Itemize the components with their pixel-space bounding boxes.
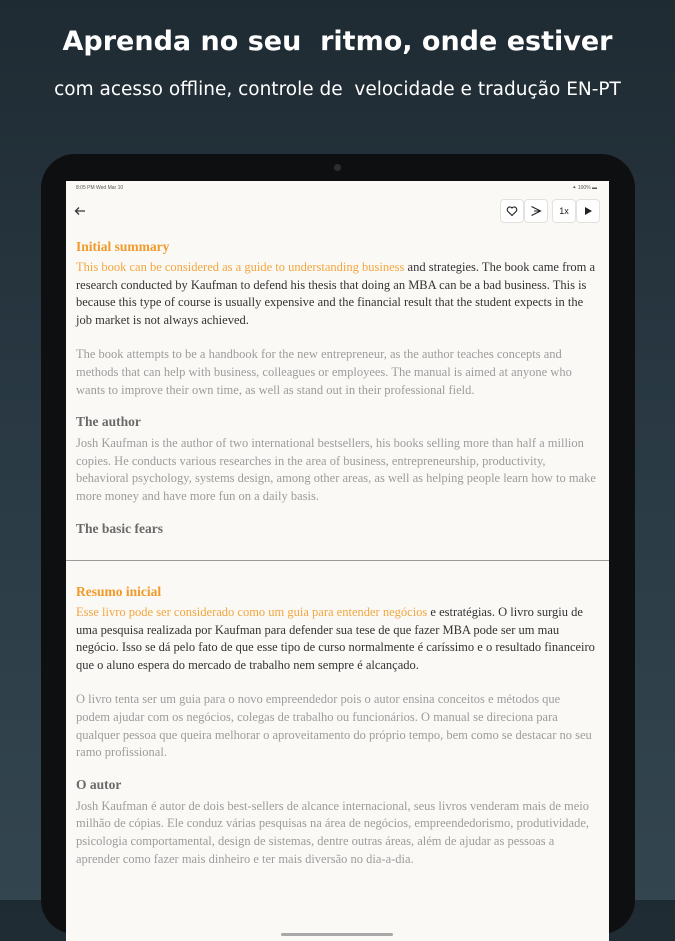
split-divider[interactable]	[66, 560, 609, 561]
highlighted-sentence[interactable]: This book can be considered as a guide to understanding business	[76, 260, 405, 274]
portuguese-paragraph-3: Josh Kaufman é autor de dois best-sellers de alcance internacional, seus livros venderam mais de meio milhão de cópias. Ele conduz várias pesquisas na área de negócios, empreendedorismo, produtividade, psicologia comportamental, design de sistemas, dentre outras áreas, além de ajudar as pessoas a aprender como fazer mais dinheiro e ter mais diversão no dia-a-dia.	[76, 798, 590, 866]
share-button[interactable]	[524, 199, 548, 223]
status-time: 8:05 PM Wed Mar 10	[76, 185, 124, 191]
promo-headline: Aprenda no seu ritmo, onde estiver	[62, 26, 613, 57]
promo-subheadline: com acesso offline, controle de velocidade e tradução EN-PT	[54, 79, 621, 100]
reader-screen	[66, 181, 609, 941]
english-paragraph-2: The book attempts to be a handbook for the new entrepreneur, as the author teaches concepts and methods that can help with business, colleagues or employees. The manual is aimed at anyone who wants to improve their own time, as well as stand out in their professional field.	[76, 347, 572, 397]
speed-button[interactable]: 1x	[552, 199, 576, 223]
play-button[interactable]	[576, 199, 600, 223]
section-title-o-autor: O autor	[76, 776, 122, 792]
section-title-the-author: The author	[76, 414, 141, 430]
share-icon	[530, 205, 542, 217]
highlighted-sentence[interactable]: Esse livro pode ser considerado como um guia para entender negócios	[76, 605, 428, 619]
paragraph-text: e estratégias. O livro surgiu de uma pesquisa realizada por Kaufman para defender sua tese de que fazer MBA pode ser um mau negócio. Isso se dá pelo fato de que esse tipo de curso normalmente é caríssimo e o resultado financeiro que o aluno espera do mercado de trabalho nem sempre é alcançado.	[76, 605, 595, 672]
arrow-left-icon	[74, 205, 86, 217]
camera-dot	[334, 164, 341, 171]
english-text-pane	[76, 239, 596, 537]
portuguese-paragraph-2: O livro tenta ser um guia para o novo empreendedor pois o autor ensina conceitos e métodos que podem ajudar com os negócios, colegas de trabalho ou funcionários. O manual se direciona para qualquer pessoa que queira melhorar o aproveitamento do próprio tempo, bem como se destacar no seu ramo profissional.	[76, 692, 592, 760]
english-paragraph-3: Josh Kaufman is the author of two international bestsellers, his books selling more than half a million copies. He conducts various researches in the area of business, entrepreneurship, productivity, behavioral psychology, systems design, among other areas, as well as helping people learn how to make more money and have more fun on a daily basis.	[76, 436, 596, 503]
paragraph-text: and strategies. The book came from a research conducted by Kaufman to defend his thesis that doing an MBA can be a bad business. This is because this type of course is usually expensive and the financial result that the student expects in the job market is not always achieved.	[76, 260, 596, 327]
favorite-button[interactable]	[500, 199, 524, 223]
tablet-frame	[41, 154, 635, 934]
portuguese-text-pane	[76, 584, 596, 868]
portuguese-paragraph-1	[76, 604, 596, 674]
english-paragraph-1	[76, 259, 596, 329]
section-title-resumo-inicial: Resumo inicial	[76, 584, 162, 599]
section-title-initial-summary: Initial summary	[76, 239, 170, 254]
section-title-basic-fears: The basic fears	[76, 520, 163, 536]
home-indicator[interactable]	[281, 933, 393, 936]
back-button[interactable]	[74, 200, 96, 222]
status-indicators: ✦ 100% ▬	[572, 185, 597, 191]
heart-icon	[506, 205, 518, 217]
status-bar	[66, 181, 609, 195]
reader-toolbar	[66, 197, 609, 225]
play-icon	[583, 206, 593, 216]
